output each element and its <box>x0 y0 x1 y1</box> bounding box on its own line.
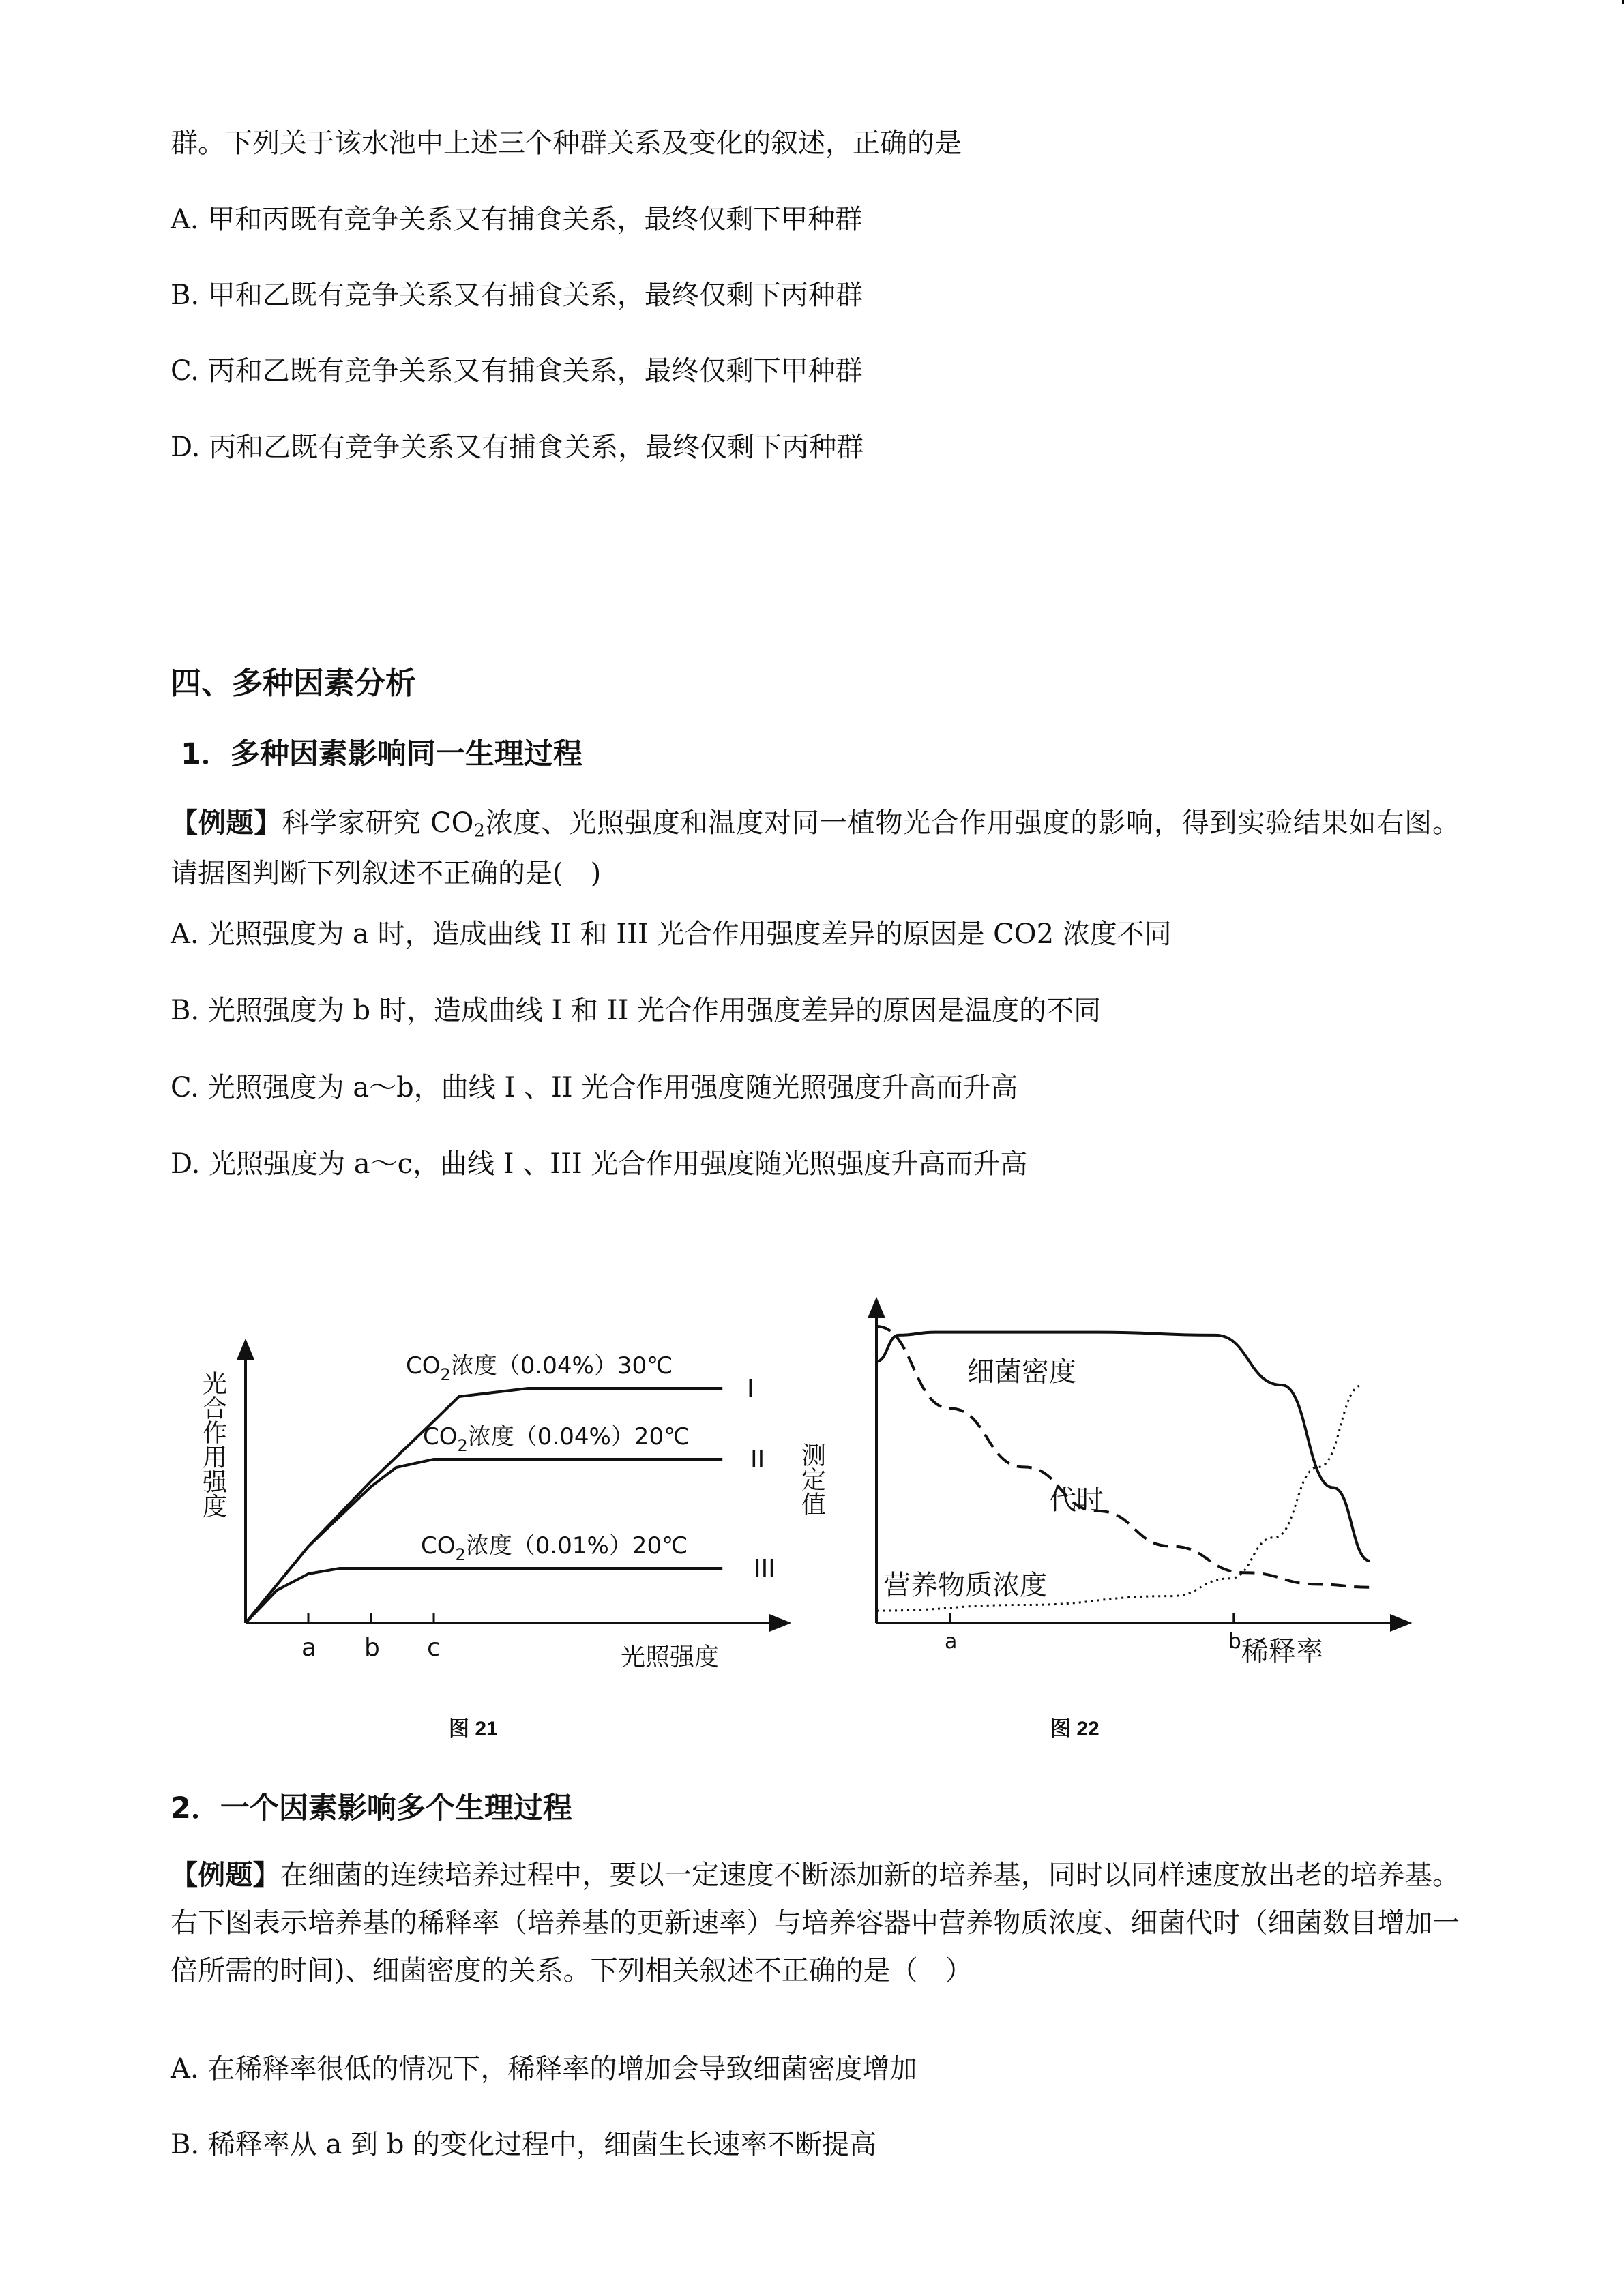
fig22-series-1 <box>876 1332 1370 1561</box>
example1-option-c: C. 光照强度为 a～b，曲线 I 、II 光合作用强度随光照强度升高而升高 <box>171 1072 1018 1103</box>
fig22-y-arrow <box>870 1300 883 1317</box>
fig22-xlabel: 稀释率 <box>1241 1636 1323 1667</box>
example1-option-d: D. 光照强度为 a～c，曲线 I 、III 光合作用强度随光照强度升高而升高 <box>171 1148 1028 1180</box>
example1-tag: 【例题】 <box>171 807 282 839</box>
option-c: C. 丙和乙既有竞争关系又有捕食关系，最终仅剩下甲种群 <box>171 355 863 387</box>
example2-tag: 【例题】 <box>171 1860 280 1891</box>
example1-text <box>171 802 1460 895</box>
fig22-series-label-2: 代时 <box>1049 1485 1104 1516</box>
fig21-roman-III: III <box>754 1555 776 1583</box>
figure-21-caption: 图 21 <box>449 1718 498 1740</box>
fig22-series-label-1: 细菌密度 <box>967 1356 1076 1388</box>
fig21-series-3 <box>246 1568 722 1623</box>
fig21-xlabel: 光照强度 <box>621 1643 720 1671</box>
fig22-ylabel: 测定值 <box>798 1442 826 1516</box>
figure-21-chart <box>191 1337 791 1678</box>
example1-option-b: B. 光照强度为 b 时，造成曲线 I 和 II 光合作用强度差异的原因是温度的不同 <box>171 995 1102 1026</box>
section-title: 四、多种因素分析 <box>171 665 417 701</box>
example2-option-b: B. 稀释率从 a 到 b 的变化过程中，细菌生长速率不断提高 <box>171 2129 877 2160</box>
example2-option-a: A. 在稀释率很低的情况下，稀释率的增加会导致细菌密度增加 <box>171 2053 917 2085</box>
fig21-x-arrow <box>771 1616 788 1630</box>
fig21-series-label-1: $CO_2$浓度（0.04%）30℃ <box>406 1352 673 1384</box>
example1-text-b: 浓度、光照强度和温度对同一植物光合作用强度的影响，得到实验结果如右图。请据图判断下列叙述不正确的是( ) <box>171 807 1460 889</box>
fig22-series-label-3: 营养物质浓度 <box>883 1570 1047 1601</box>
fig21-roman-I: I <box>747 1375 754 1403</box>
option-b: B. 甲和乙既有竞争关系又有捕食关系，最终仅剩下丙种群 <box>171 280 863 311</box>
figure-22-chart <box>798 1292 1419 1674</box>
example1-text-a: 科学家研究 CO <box>282 807 474 839</box>
fig22-tick-label-b: b <box>1228 1630 1241 1654</box>
example2-body: 在细菌的连续培养过程中，要以一定速度不断添加新的培养基，同时以同样速度放出老的培养基。右下图表示培养基的稀释率（培养基的更新速率）与培养容器中营养物质浓度、细菌代时（细菌数目增加一倍所需的时间)、细菌密度的关系。下列相关叙述不正确的是（ ） <box>171 1860 1460 1986</box>
example1-text-sub: 2 <box>473 820 485 841</box>
fig22-x-arrow <box>1391 1616 1408 1630</box>
fig21-roman-II: II <box>750 1446 765 1474</box>
subsection1-title: 1．多种因素影响同一生理过程 <box>181 737 582 771</box>
question-stem-tail: 群。下列关于该水池中上述三个种群关系及变化的叙述，正确的是 <box>171 128 962 159</box>
fig21-ylabel: 光合作用强度 <box>198 1371 227 1518</box>
fig21-series-label-3: $CO_2$浓度（0.01%）20℃ <box>421 1532 688 1564</box>
example1-option-a: A. 光照强度为 a 时，造成曲线 II 和 III 光合作用强度差异的原因是 CO2 浓度不同 <box>171 919 1172 950</box>
fig21-series-label-2: $CO_2$浓度（0.04%）20℃ <box>423 1423 690 1455</box>
option-a: A. 甲和丙既有竞争关系又有捕食关系，最终仅剩下甲种群 <box>171 204 863 235</box>
fig22-tick-label-a: a <box>945 1630 958 1654</box>
fig21-y-arrow <box>239 1342 252 1358</box>
fig21-tick-label-c: c <box>427 1634 441 1662</box>
fig21-tick-label-a: a <box>301 1634 317 1662</box>
subsection2-title: 2．一个因素影响多个生理过程 <box>171 1791 572 1825</box>
option-d: D. 丙和乙既有竞争关系又有捕食关系，最终仅剩下丙种群 <box>171 432 864 463</box>
fig21-tick-label-b: b <box>364 1634 380 1662</box>
figure-22-caption: 图 22 <box>1050 1718 1099 1740</box>
fig22-series-2 <box>876 1326 1370 1587</box>
example2-text <box>171 1851 1460 1995</box>
